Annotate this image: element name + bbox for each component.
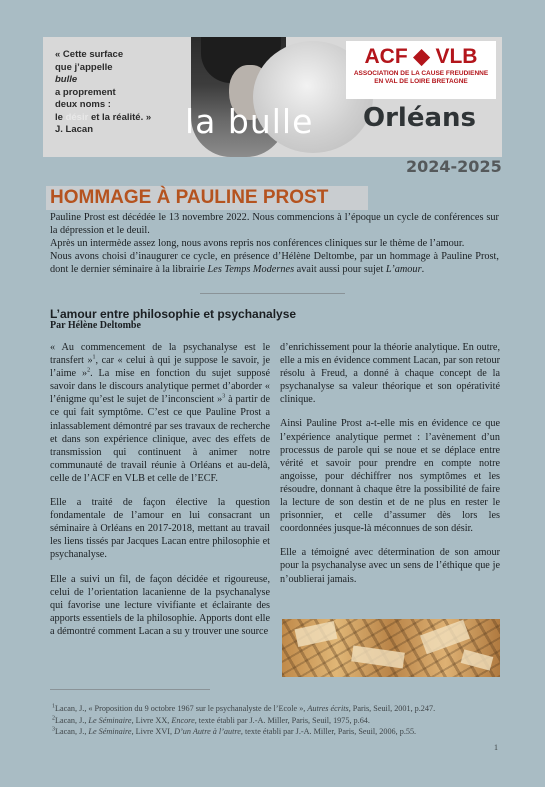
- brand-title: la bulle: [185, 102, 314, 141]
- quote-line: deux noms :: [55, 99, 111, 110]
- logo-assoc-line: EN VAL DE LOIRE BRETAGNE: [374, 78, 468, 85]
- quote-word-desir: désir: [65, 111, 89, 123]
- paper-collage-image: [282, 619, 500, 677]
- article-byline: Par Hélène Deltombe: [50, 320, 141, 331]
- quote-line: bulle: [55, 74, 78, 85]
- quote-author: J. Lacan: [55, 124, 94, 135]
- footnote-title: D’un Autre à l’autre: [174, 727, 241, 736]
- hommage-title: HOMMAGE À PAULINE PROST: [46, 186, 368, 210]
- quote-line: [55, 112, 175, 125]
- footnote-text: , Livre XVI,: [131, 727, 175, 736]
- footnote-text: , Paris, Seuil, 2001, p.247.: [348, 704, 436, 713]
- quote-word: le: [55, 111, 63, 123]
- article-text: . La mise en fonction du sujet supposé savoir dans le discours analytique permet d’aborder « l’énigme qu’est le sujet de l’inconscient »: [50, 368, 270, 406]
- bookshop-name: Les Temps Modernes: [207, 264, 295, 275]
- collage-scrap: [461, 649, 494, 670]
- intro-text: .: [421, 264, 425, 275]
- footnote-ref[interactable]: 1: [92, 354, 96, 361]
- seminar-title: L’amour: [385, 264, 422, 275]
- intro-text: avait aussi pour sujet: [294, 264, 386, 275]
- article-column-right: [280, 341, 500, 597]
- footnote-ref[interactable]: 2: [87, 367, 91, 374]
- collage-scrap: [420, 620, 470, 655]
- footnote-text: Lacan, J.,: [55, 715, 89, 725]
- article-paragraph: Elle a témoigné avec détermination de son amour pour la psychanalyse avec un sens de l’éthique que je n’oublierai jamais.: [280, 547, 500, 585]
- footnote-text: Lacan, J., « Proposition du 9 octobre 1967 sur le psychanalyste de l’Ecole »,: [55, 704, 308, 713]
- city-title: Orléans: [363, 103, 477, 133]
- footnote-number: 3: [52, 726, 55, 733]
- article-paragraph: Elle a suivi un fil, de façon décidée et rigoureuse, celui de l’orientation lacanienne de la psychanalyse qui favorise une lecture vivifiante et éclairante des apports essentiels de la philosophie. Apports dont elle a démontré comment Lacan a su y trouver une source: [50, 573, 270, 637]
- logo-text: ACF ◆ VLB: [364, 45, 478, 68]
- section-divider: [200, 293, 345, 294]
- footnotes: [52, 703, 504, 738]
- footnote-text: Lacan, J.,: [55, 727, 89, 736]
- collage-scrap: [351, 645, 405, 668]
- footnote-title: Le Séminaire: [88, 727, 132, 736]
- intro-paragraph: Après un intermède assez long, nous avons repris nos conférences cliniques sur le thème de l’amour.: [50, 238, 465, 249]
- article-title: L’amour entre philosophie et psychanalyse: [50, 307, 297, 321]
- season-label: 2024-2025: [406, 157, 502, 176]
- article-text: , car « celui à qui je suppose le savoir, je l’aime »: [50, 355, 270, 380]
- article-column-left: [50, 341, 270, 649]
- footnote-item: [52, 726, 504, 738]
- quote-line: « Cette surface: [55, 49, 124, 60]
- article-paragraph: Ainsi Pauline Prost a-t-elle mis en évidence ce que l’expérience analytique permet : l’avènement d’un processus de parole qui se noue et se déplace entre vérité et savoir pour prendre en compte notre angoisse, pour déchiffrer nos symptômes et les résoudre, donnant à chaque être la possibilité de faire la lecture de son destin et de ne plus en rester le prisonnier, et celle d’assumer dès lors les coordonnées jusque-là méconnues de son désir.: [280, 418, 500, 535]
- article-text: « Au commencement de la psychanalyse est le transfert »: [50, 342, 270, 367]
- intro-paragraph: [50, 250, 499, 276]
- quote-line: que j’appelle: [55, 61, 113, 73]
- quote-word: et la réalité. »: [90, 111, 152, 123]
- article-paragraph: d’enrichissement pour la théorie analytique. En outre, elle a mis en évidence comment Lacan, par son retour résolu à Freud, a donné à chaque concept de la psychanalyse sa valeur théorique et son opérativité clinique.: [280, 342, 500, 406]
- header-banner: [43, 37, 502, 157]
- intro-paragraph: Pauline Prost est décédée le 13 novembre 2022. Nous commencions à l’époque un cycle de conférences sur la dépression et le deuil.: [50, 212, 499, 236]
- footnote-item: [52, 703, 504, 715]
- footnote-text: , Livre XX,: [131, 715, 172, 725]
- intro-text: Nous avons choisi d’inaugurer ce cycle, en présence d’Hélène Deltombe, par un hommage à Pauline Prost, dont le dernier séminaire à la librairie: [50, 251, 499, 275]
- footnote-number: 2: [52, 714, 55, 721]
- footnote-ref[interactable]: 3: [222, 393, 226, 400]
- article-paragraph: [50, 341, 270, 485]
- collage-scrap: [295, 621, 338, 647]
- article-paragraph: Elle a traité de façon élective la question fondamentale de l’amour en lui consacrant un séminaire à Orléans en 2017-2018, mettant au travail les liens tissés par Jacques Lacan entre philosophie et psychanalyse.: [50, 497, 270, 561]
- hommage-intro: [50, 211, 499, 276]
- article-text: à partir de ce qui fait symptôme. C’est ce que Pauline Prost a inlassablement démontré par ses travaux de recherche et dans son expérience clinique, avec des effets de transmission qui continuent à animer notre communauté de travail réunie à Orléans et au-delà, celle de l’ACF en VLB et celle de l’ECF.: [50, 394, 270, 484]
- footnote-item: [52, 715, 504, 727]
- footnote-divider: [50, 689, 210, 690]
- footnote-number: 1: [52, 703, 55, 710]
- lacan-quote: [55, 49, 175, 137]
- footnote-title: Encore: [171, 715, 195, 725]
- footnote-text: , texte établi par J.-A. Miller, Paris, Seuil, 2006, p.55.: [240, 727, 417, 736]
- footnote-title: Autres écrits: [307, 704, 349, 713]
- footnote-title: Le Séminaire: [88, 715, 132, 725]
- logo-assoc-line: ASSOCIATION DE LA CAUSE FREUDIENNE: [353, 70, 489, 77]
- page-number: 1: [494, 743, 498, 752]
- footnote-text: , texte établi par J.-A. Miller, Paris, Seuil, 1975, p.64.: [194, 715, 370, 725]
- acf-vlb-logo: [346, 41, 496, 99]
- quote-line: a proprement: [55, 86, 116, 98]
